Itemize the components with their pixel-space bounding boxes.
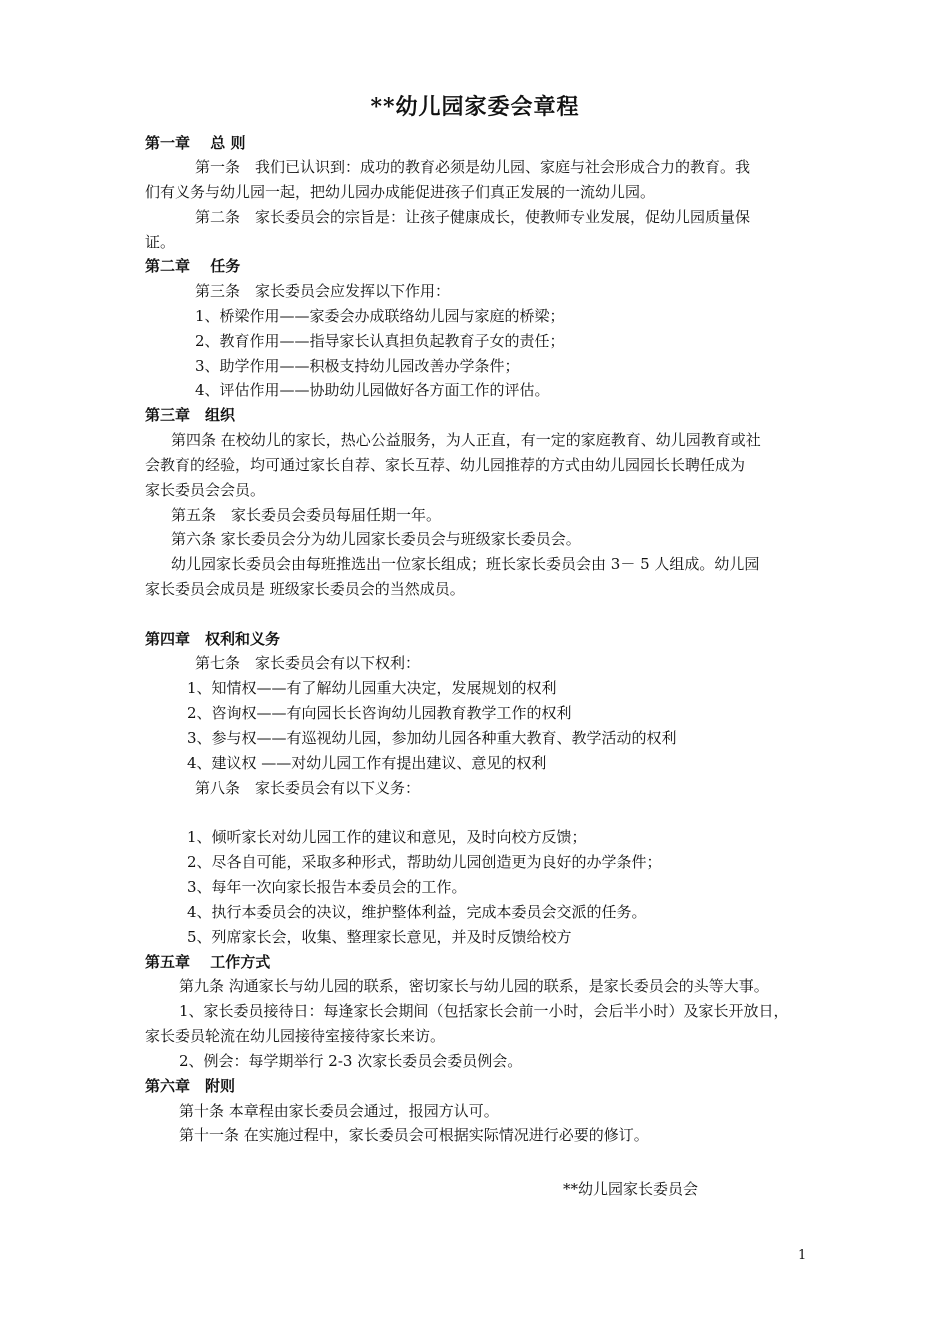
paragraph-line: 5、列席家长会，收集、整理家长意见，并及时反馈给校方: [187, 928, 572, 946]
paragraph-line: 3、参与权——有巡视幼儿园，参加幼儿园各种重大教育、教学活动的权利: [187, 729, 677, 747]
paragraph-line: 第六条 家长委员会分为幼儿园家长委员会与班级家长委员会。: [171, 530, 581, 548]
paragraph-line: 幼儿园家长委员会由每班推选出一位家长组成；班长家长委员会由 3－ 5 人组成。幼儿园: [171, 555, 760, 573]
paragraph-line: 第九条 沟通家长与幼儿园的联系，密切家长与幼儿园的联系，是家长委员会的头等大事。: [179, 977, 769, 995]
paragraph-line: 第十一条 在实施过程中，家长委员会可根据实际情况进行必要的修订。: [179, 1126, 649, 1144]
paragraph-line: 2、尽各自可能，采取多种形式，帮助幼儿园创造更为良好的办学条件；: [187, 853, 662, 871]
paragraph-line: 第五条 家长委员会委员每届任期一年。: [171, 506, 442, 524]
paragraph-line: 们有义务与幼儿园一起，把幼儿园办成能促进孩子们真正发展的一流幼儿园。: [145, 183, 656, 201]
paragraph-line: 1、倾听家长对幼儿园工作的建议和意见，及时向校方反馈；: [187, 828, 587, 846]
paragraph-line: 第一条 我们已认识到：成功的教育必须是幼儿园、家庭与社会形成合力的教育。我: [195, 158, 751, 176]
chapter-heading: 第三章 组织: [145, 406, 236, 424]
paragraph-line: 第十条 本章程由家长委员会通过，报园方认可。: [179, 1102, 499, 1120]
paragraph-line: 2、例会：每学期举行 2-3 次家长委员会委员例会。: [179, 1052, 523, 1070]
paragraph-line: 第八条 家长委员会有以下义务：: [195, 779, 421, 797]
paragraph-line: 证。: [145, 233, 176, 251]
page-number: 1: [798, 1248, 807, 1263]
paragraph-line: 3、每年一次向家长报告本委员会的工作。: [187, 878, 467, 896]
paragraph-line: 第四条 在校幼儿的家长，热心公益服务，为人正直，有一定的家庭教育、幼儿园教育或社: [171, 431, 761, 449]
chapter-heading: 第五章 工作方式: [145, 953, 271, 971]
chapter-heading: 第二章 任务: [145, 257, 241, 275]
paragraph-line: 3、助学作用——积极支持幼儿园改善办学条件；: [195, 357, 520, 375]
paragraph-line: 2、教育作用——指导家长认真担负起教育子女的责任；: [195, 332, 565, 350]
signature: **幼儿园家长委员会: [563, 1180, 699, 1198]
paragraph-line: 4、评估作用——协助幼儿园做好各方面工作的评估。: [195, 381, 550, 399]
paragraph-line: 2、咨询权——有向园长长咨询幼儿园教育教学工作的权利: [187, 704, 572, 722]
paragraph-line: 1、知情权——有了解幼儿园重大决定，发展规划的权利: [187, 679, 557, 697]
paragraph-line: 第二条 家长委员会的宗旨是：让孩子健康成长，使教师专业发展，促幼儿园质量保: [195, 208, 751, 226]
paragraph-line: 1、家长委员接待日：每逢家长会期间（包括家长会前一小时，会后半小时）及家长开放日，: [179, 1002, 789, 1020]
paragraph-line: 家长委员会成员是 班级家长委员会的当然成员。: [145, 580, 465, 598]
chapter-heading: 第四章 权利和义务: [145, 630, 281, 648]
paragraph-line: 会教育的经验，均可通过家长自荐、家长互荐、幼儿园推荐的方式由幼儿园园长长聘任成为: [145, 456, 746, 474]
paragraph-line: 4、执行本委员会的决议，维护整体利益，完成本委员会交派的任务。: [187, 903, 647, 921]
paragraph-line: 第三条 家长委员会应发挥以下作用：: [195, 282, 451, 300]
chapter-heading: 第六章 附则: [145, 1077, 236, 1095]
paragraph-line: 家长委员轮流在幼儿园接待室接待家长来访。: [145, 1027, 446, 1045]
paragraph-line: 第七条 家长委员会有以下权利：: [195, 654, 421, 672]
chapter-heading: 第一章 总 则: [145, 134, 246, 152]
paragraph-line: 1、桥梁作用——家委会办成联络幼儿园与家庭的桥梁；: [195, 307, 565, 325]
paragraph-line: 家长委员会会员。: [145, 481, 266, 499]
paragraph-line: 4、建议权 ——对幼儿园工作有提出建议、意见的权利: [187, 754, 547, 772]
document-title: **幼儿园家委会章程: [370, 94, 580, 120]
